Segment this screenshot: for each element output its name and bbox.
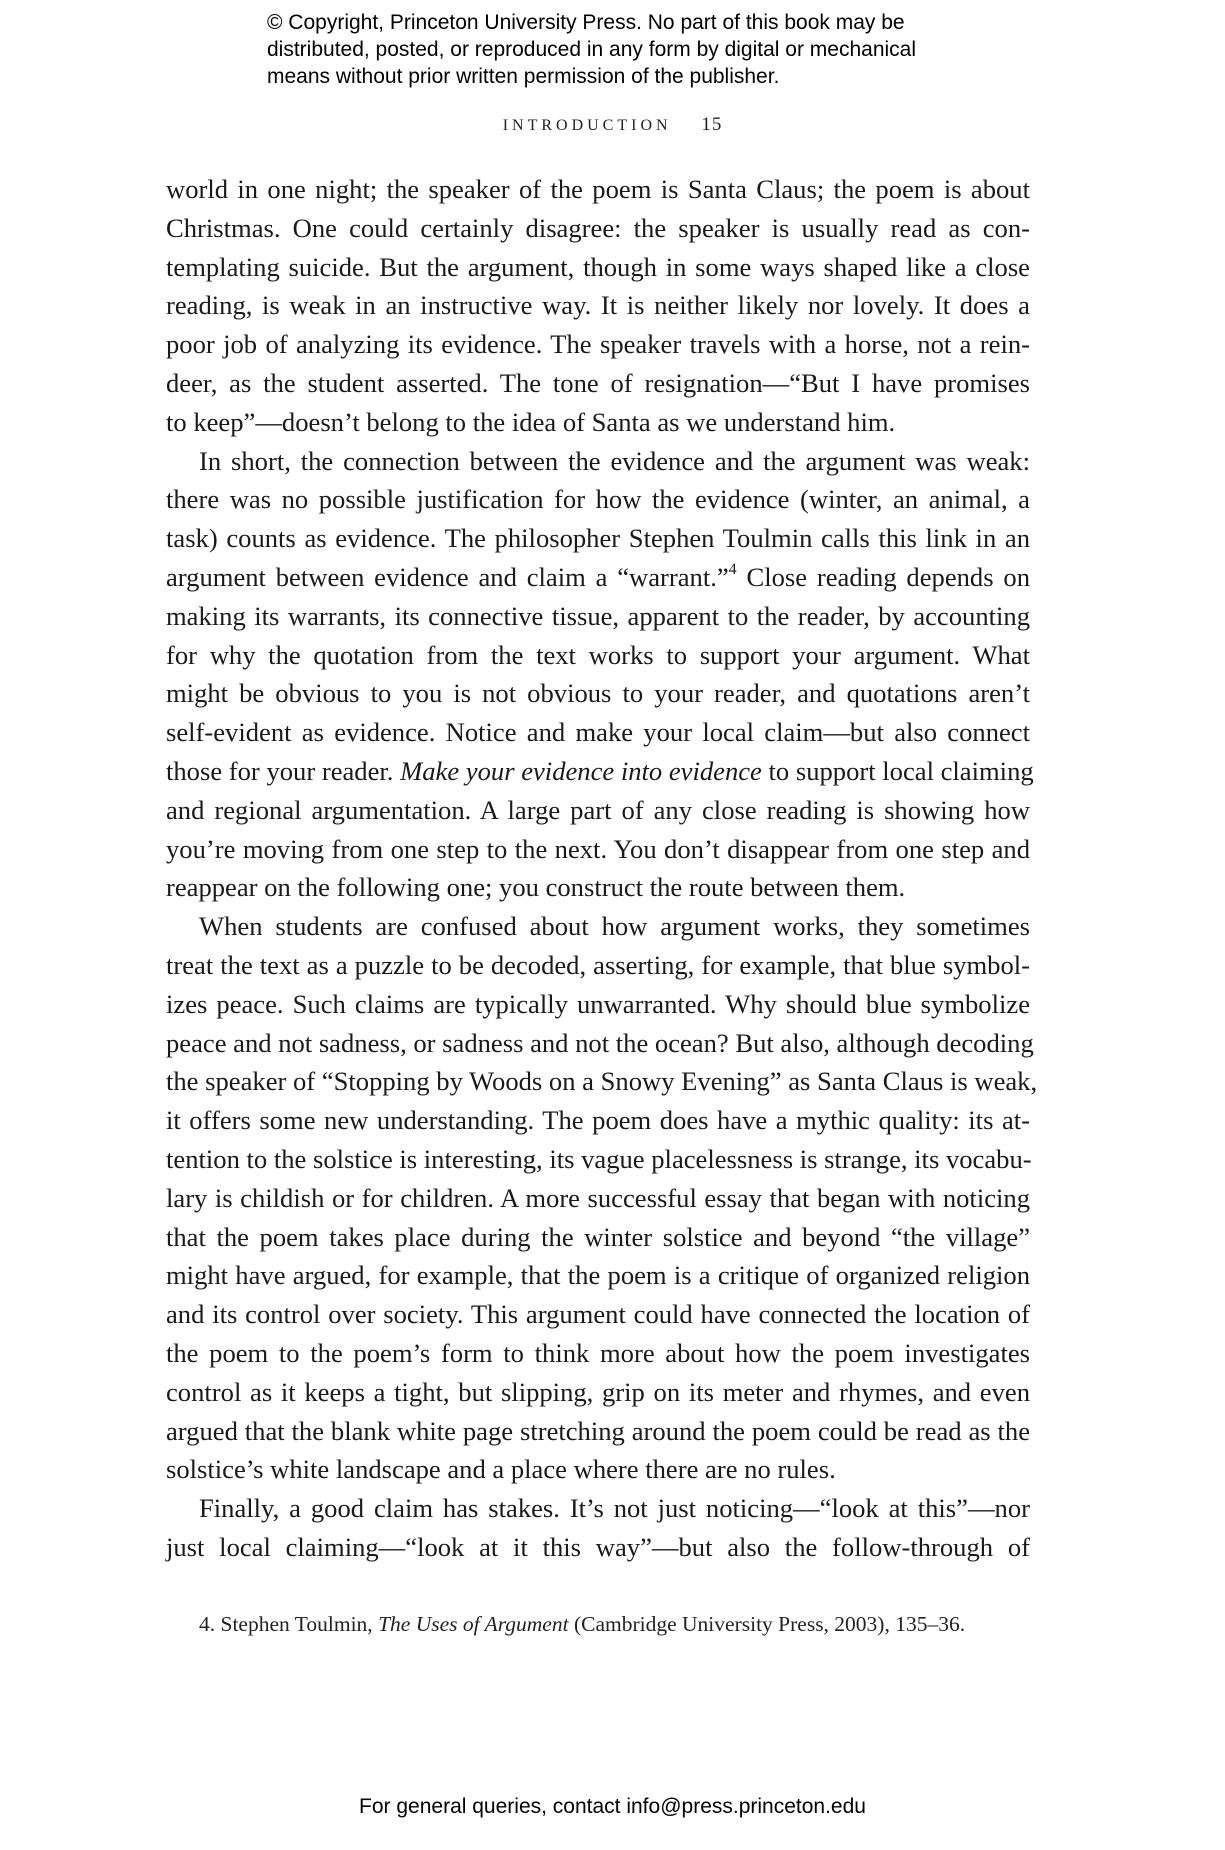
footnote bbox=[199, 1612, 965, 1637]
text-line: Finally, a good claim has stakes. It’s not just noticing—“look at this”—nor bbox=[199, 1493, 1030, 1524]
text-line: might have argued, for example, that the poem is a critique of organized religion bbox=[166, 1260, 1030, 1291]
copyright-line: distributed, posted, or reproduced in any form by digital or mechanical bbox=[267, 38, 917, 61]
footnote-text: 4. Stephen Toulmin, bbox=[199, 1612, 379, 1636]
text-line bbox=[166, 558, 1030, 597]
text-line: and its control over society. This argument could have connected the location of bbox=[166, 1299, 1030, 1330]
text-line: templating suicide. But the argument, though in some ways shaped like a close bbox=[166, 251, 1030, 282]
text-line: lary is childish or for children. A more successful essay that began with noticing bbox=[166, 1182, 1030, 1213]
text-segment: argument between evidence and claim a “warrant.” bbox=[166, 561, 729, 592]
text-line: In short, the connection between the evidence and the argument was weak: bbox=[199, 445, 1030, 476]
copyright-notice bbox=[267, 9, 1027, 90]
text-segment: those for your reader. bbox=[166, 755, 401, 786]
text-line: reappear on the following one; you construct the route between them. bbox=[166, 872, 906, 903]
text-line: izes peace. Such claims are typically unwarranted. Why should blue symbolize bbox=[166, 988, 1030, 1019]
running-head bbox=[0, 114, 1225, 136]
text-line: tention to the solstice is interesting, its vague placelessness is strange, its vocabu- bbox=[166, 1143, 1032, 1174]
paragraph bbox=[166, 1489, 1030, 1567]
text-line: that the poem takes place during the winter solstice and beyond “the village” bbox=[166, 1221, 1030, 1252]
page-number: 15 bbox=[701, 114, 723, 135]
text-line: task) counts as evidence. The philosopher Stephen Toulmin calls this link in an bbox=[166, 523, 1030, 554]
text-line: poor job of analyzing its evidence. The speaker travels with a horse, not a rein- bbox=[166, 329, 1030, 360]
paragraph bbox=[166, 170, 1030, 442]
text-line: self-evident as evidence. Notice and make your local claim—but also connect bbox=[166, 717, 1030, 748]
text-line: Christmas. One could certainly disagree: the speaker is usually read as con- bbox=[166, 212, 1030, 243]
text-segment: to support local claiming bbox=[761, 755, 1034, 786]
text-line: to keep”—doesn’t belong to the idea of Santa as we understand him. bbox=[166, 406, 896, 437]
text-line: control as it keeps a tight, but slipping, grip on its meter and rhymes, and even bbox=[166, 1376, 1030, 1407]
text-line bbox=[166, 752, 1034, 791]
footer-contact: For general queries, contact info@press.princeton.edu bbox=[359, 1795, 866, 1818]
text-line: for why the quotation from the text works to support your argument. What bbox=[166, 639, 1030, 670]
text-line: reading, is weak in an instructive way. It is neither likely nor lovely. It does a bbox=[166, 290, 1030, 321]
text-line: making its warrants, its connective tissue, apparent to the reader, by accounting bbox=[166, 600, 1030, 631]
text-line: and regional argumentation. A large part of any close reading is showing how bbox=[166, 794, 1030, 825]
body-text bbox=[166, 170, 1038, 1567]
text-line: the poem to the poem’s form to think more about how the poem investigates bbox=[166, 1337, 1030, 1368]
text-line: peace and not sadness, or sadness and not the ocean? But also, although decoding bbox=[166, 1027, 1034, 1058]
text-line: might be obvious to you is not obvious to your reader, and quotations aren’t bbox=[166, 678, 1030, 709]
footnote-text: (Cambridge University Press, 2003), 135–36. bbox=[568, 1612, 966, 1636]
text-segment: Close reading depends on bbox=[736, 561, 1030, 592]
copyright-line: means without prior written permission of the publisher. bbox=[267, 65, 780, 88]
footnote-marker[interactable]: 4 bbox=[728, 560, 737, 578]
paragraph bbox=[166, 442, 1034, 908]
text-line: deer, as the student asserted. The tone of resignation—“But I have promises bbox=[166, 367, 1030, 398]
copyright-line: © Copyright, Princeton University Press. No part of this book may be bbox=[267, 11, 905, 34]
emphasis-text: Make your evidence into evidence bbox=[400, 755, 762, 786]
footnote-book-title: The Uses of Argument bbox=[378, 1612, 569, 1636]
text-line: When students are confused about how argument works, they sometimes bbox=[199, 911, 1030, 942]
text-line: it offers some new understanding. The poem does have a mythic quality: its at- bbox=[166, 1105, 1030, 1136]
paragraph bbox=[166, 907, 1038, 1489]
text-line: the speaker of “Stopping by Woods on a Snowy Evening” as Santa Claus is weak, bbox=[166, 1066, 1038, 1097]
text-line: there was no possible justification for how the evidence (winter, an animal, a bbox=[166, 484, 1030, 515]
text-line: you’re moving from one step to the next. You don’t disappear from one step and bbox=[166, 833, 1030, 864]
text-line: treat the text as a puzzle to be decoded, asserting, for example, that blue symbol- bbox=[166, 949, 1030, 980]
text-line: solstice’s white landscape and a place where there are no rules. bbox=[166, 1454, 836, 1485]
text-line: world in one night; the speaker of the poem is Santa Claus; the poem is about bbox=[166, 174, 1030, 204]
running-head-title: INTRODUCTION bbox=[502, 117, 672, 134]
text-line: just local claiming—“look at it this way”—but also the follow-through of bbox=[166, 1531, 1030, 1562]
text-line: argued that the blank white page stretching around the poem could be read as the bbox=[166, 1415, 1030, 1446]
